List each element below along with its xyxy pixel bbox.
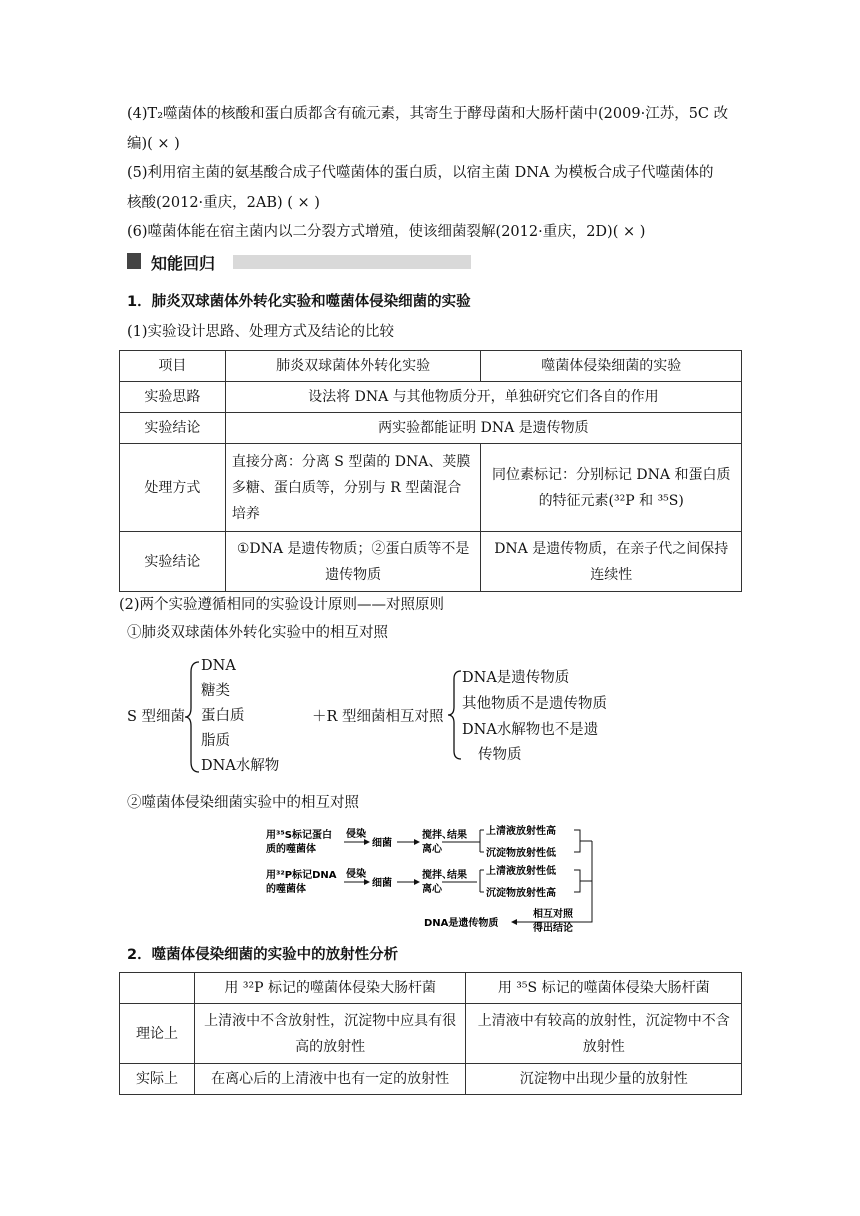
heading-1-sub: (1)实验设计思路、处理方式及结论的比较 [127, 324, 395, 340]
table-header-cell: 噬菌体侵染细菌的实验 [481, 351, 742, 382]
component-item: 糖类 [201, 683, 230, 699]
table-cell: 实验思路 [120, 382, 226, 413]
conclusion-text: DNA是遗传物质 [424, 918, 499, 929]
table-cell: 同位素标记：分别标记 DNA 和蛋白质的特征元素(³²P 和 ³⁵S) [481, 444, 742, 532]
table-cell: 两实验都能证明 DNA 是遗传物质 [225, 413, 741, 444]
table-cell: DNA 是遗传物质，在亲子代之间保持连续性 [481, 532, 742, 592]
table-cell: 在离心后的上清液中也有一定的放射性 [194, 1064, 466, 1095]
phage-experiment-diagram [262, 820, 602, 936]
s-type-label: S 型细菌 [127, 709, 186, 725]
question-5-line1: (5)利用宿主菌的氨基酸合成子代噬菌体的蛋白质，以宿主菌 DNA 为模板合成子代噬菌体的 [127, 165, 714, 181]
source-1-label: 质的噬菌体 [266, 844, 316, 855]
table-header-cell: 项目 [120, 351, 226, 382]
infect-label: 侵染 [346, 829, 366, 840]
table-header-cell: 用 ³²P 标记的噬菌体侵染大肠杆菌 [194, 973, 466, 1004]
result-item: 传物质 [478, 747, 522, 763]
table-cell: 理论上 [120, 1004, 195, 1064]
table-row [120, 1004, 742, 1064]
infect-label: 侵染 [346, 869, 366, 880]
component-item: 脂质 [201, 733, 230, 749]
stir-label: 搅拌、 [422, 830, 452, 841]
result-text: 沉淀物放射性高 [486, 888, 556, 899]
table-row [120, 532, 742, 592]
component-item: DNA水解物 [201, 758, 280, 774]
heading-1: 1．肺炎双球菌体外转化实验和噬菌体侵染细菌的实验 [127, 294, 471, 310]
heading-3: 2．噬菌体侵染细菌的实验中的放射性分析 [127, 947, 399, 963]
source-2-label: 的噬菌体 [266, 884, 306, 895]
question-6-line1: (6)噬菌体能在宿主菌内以二分裂方式增殖，使该细菌裂解(2012·重庆，2D)( × ) [127, 224, 646, 240]
result-item: DNA水解物也不是遗 [462, 722, 599, 738]
compare-label: 得出结论 [533, 923, 573, 934]
result-text: 上清液放射性低 [486, 866, 556, 877]
table-cell: 处理方式 [120, 444, 226, 532]
table-row [120, 382, 742, 413]
table-row [120, 413, 742, 444]
heading-2-sub: (2)两个实验遵循相同的实验设计原则——对照原则 [119, 597, 445, 613]
table-cell: 上清液中不含放射性，沉淀物中应具有很高的放射性 [194, 1004, 466, 1064]
source-1-label: 用³⁵S标记蛋白 [266, 830, 332, 841]
section-title: 知能回归 [151, 254, 216, 273]
result-item: 其他物质不是遗传物质 [462, 696, 607, 712]
table-cell: 直接分离：分离 S 型菌的 DNA、荚膜多糖、蛋白质等，分别与 R 型菌混合培养 [225, 444, 481, 532]
question-5-line2: 核酸(2012·重庆，2AB) ( × ) [127, 195, 320, 211]
radioactivity-table [119, 972, 742, 1095]
section-rule [233, 255, 471, 269]
result-text: 上清液放射性高 [486, 826, 556, 837]
left-brace-icon [183, 660, 203, 774]
heading-2a: ①肺炎双球菌体外转化实验中的相互对照 [127, 625, 388, 641]
centrifuge-label: 离心 [422, 884, 442, 895]
table-cell: 实验结论 [120, 532, 226, 592]
table-row [120, 351, 742, 382]
table-cell: 上清液中有较高的放射性，沉淀物中不含放射性 [466, 1004, 742, 1064]
r-type-compare-label: ＋R 型细菌相互对照 [312, 709, 444, 725]
result-label: 结果 [447, 870, 467, 881]
source-2-label: 用³²P标记DNA [266, 870, 337, 881]
question-4-line1: (4)T₂噬菌体的核酸和蛋白质都含有硫元素，其寄生于酵母菌和大肠杆菌中(2009·江苏，5C 改 [127, 106, 729, 122]
table-cell: 实际上 [120, 1064, 195, 1095]
heading-2b: ②噬菌体侵染细菌实验中的相互对照 [127, 795, 359, 811]
result-item: DNA是遗传物质 [462, 670, 570, 686]
centrifuge-label: 离心 [422, 844, 442, 855]
table-header-cell: 肺炎双球菌体外转化实验 [225, 351, 481, 382]
table-header-cell [120, 973, 195, 1004]
comparison-table [119, 350, 742, 592]
result-label: 结果 [447, 830, 467, 841]
component-item: DNA [201, 658, 236, 674]
stir-label: 搅拌、 [422, 870, 452, 881]
table-row [120, 973, 742, 1004]
question-4-line2: 编)( × ) [127, 136, 180, 152]
bacteria-label: 细菌 [372, 878, 392, 889]
component-item: 蛋白质 [201, 708, 245, 724]
table-cell: 沉淀物中出现少量的放射性 [466, 1064, 742, 1095]
compare-label: 相互对照 [533, 909, 573, 920]
table-cell: 设法将 DNA 与其他物质分开，单独研究它们各自的作用 [225, 382, 741, 413]
section-marker [127, 253, 141, 269]
table-row [120, 444, 742, 532]
bacteria-label: 细菌 [372, 838, 392, 849]
table-header-cell: 用 ³⁵S 标记的噬菌体侵染大肠杆菌 [466, 973, 742, 1004]
table-cell: 实验结论 [120, 413, 226, 444]
result-text: 沉淀物放射性低 [486, 848, 556, 859]
table-cell: ①DNA 是遗传物质；②蛋白质等不是遗传物质 [225, 532, 481, 592]
table-row [120, 1064, 742, 1095]
